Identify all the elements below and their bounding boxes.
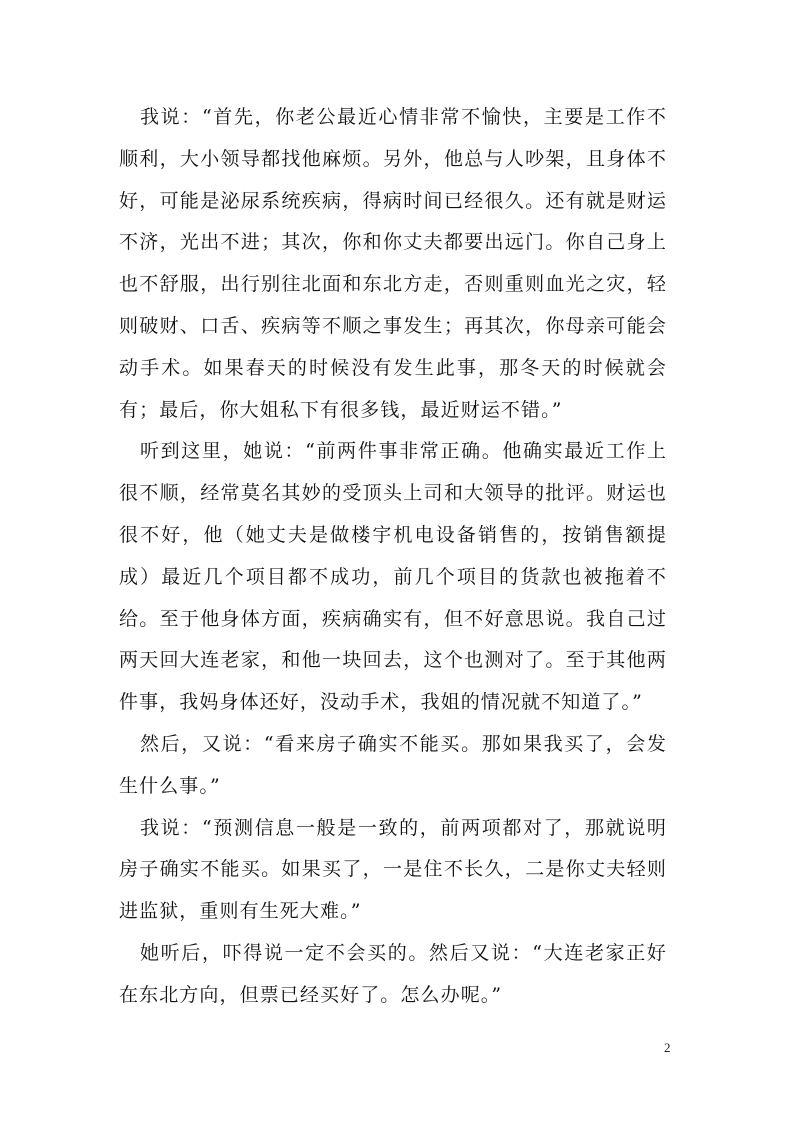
- paragraph-5: 她听后，吓得说一定不会买的。然后又说：“大连老家正好在东北方向，但票已经买好了。怎么办呢。”: [119, 941, 667, 1006]
- paragraph-1: 我说：“首先，你老公最近心情非常不愉快，主要是工作不顺利，大小领导都找他麻烦。另外，他总与人吵架，且身体不好，可能是泌尿系统疾病，得病时间已经很久。还有就是财运不济，光出不进；其次，你和你丈夫都要出远门。你自己身上也不舒服，出行别往北面和东北方走，否则重则血光之灾，轻则破财、口舌、疾病等不顺之事发生；再其次，你母亲可能会动手术。如果春天的时候没有发生此事，那冬天的时候就会有；最后，你大姐私下有很多钱，最近财运不错。”: [119, 106, 667, 421]
- page-number: 2: [664, 1040, 671, 1055]
- body-text: [119, 97, 667, 1017]
- paragraph-3: 然后，又说：“看来房子确实不能买。那如果我买了，会发生什么事。”: [119, 732, 667, 797]
- paragraph-2: 听到这里，她说：“前两件事非常正确。他确实最近工作上很不顺，经常莫名其妙的受顶头上司和大领导的批评。财运也很不好，他（她丈夫是做楼宇机电设备销售的，按销售额提成）最近几个项目都不成功，前几个项目的货款也被拖着不给。至于他身体方面，疾病确实有，但不好意思说。我自己过两天回大连老家，和他一块回去，这个也测对了。至于其他两件事，我妈身体还好，没动手术，我姐的情况就不知道了。”: [119, 440, 667, 714]
- paragraph-4: 我说：“预测信息一般是一致的，前两项都对了，那就说明房子确实不能买。如果买了，一是住不长久，二是你丈夫轻则进监狱，重则有生死大难。”: [119, 816, 667, 923]
